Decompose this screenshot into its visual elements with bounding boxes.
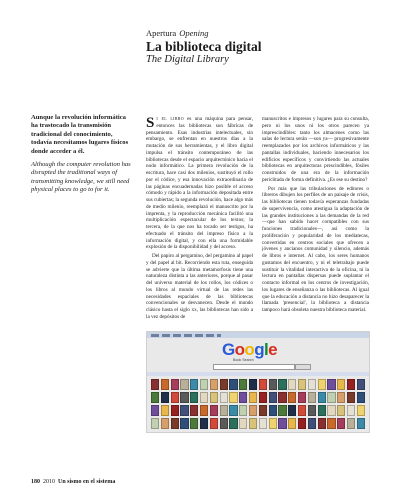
book-cover-thumbnail [220, 379, 228, 390]
book-cover-thumbnail [357, 379, 365, 390]
section-title: Un sismo en el sistema [58, 479, 116, 485]
book-cover-thumbnail [220, 405, 228, 416]
book-cover-thumbnail [249, 418, 257, 429]
body-column-1 [146, 116, 253, 323]
book-cover-thumbnail [161, 405, 169, 416]
book-cover-thumbnail [259, 405, 267, 416]
book-cover-thumbnail [327, 379, 335, 390]
book-search-tagline: Book Search [233, 358, 254, 362]
book-cover-thumbnail [327, 405, 335, 416]
kicker-en: Opening [179, 28, 209, 38]
book-cover-thumbnail [190, 379, 198, 390]
book-cover-thumbnail [337, 405, 345, 416]
book-cover-thumbnail [327, 392, 335, 403]
book-cover-thumbnail [269, 379, 277, 390]
kicker-es: Apertura [146, 28, 177, 38]
book-cover-thumbnail [288, 418, 296, 429]
book-cover-thumbnail [259, 418, 267, 429]
book-cover-thumbnail [190, 418, 198, 429]
book-cover-thumbnail [190, 392, 198, 403]
book-cover-thumbnail [278, 405, 286, 416]
book-cover-thumbnail [161, 379, 169, 390]
page-number: 180 [31, 479, 40, 485]
body-paragraph: manuscritos e impresos y lugares para su consulta, pero ni los unos ni los otros parecen ya imprescindibles: tanto los almacenes como las salas de lectura serán —son ya— progresivamente reemplazados por los archivos informáticos y las pantallas individuales, haciendo innecesarios los edificios específicos y convirtiendo las actuales bibliotecas en arquitecturas prescindibles, fósiles construidos de una era de la información periclitada de forma definitiva. ¿Es ese su destino? [262, 116, 369, 183]
book-cover-thumbnail [347, 392, 355, 403]
article-subtitle: The Digital Library [146, 54, 229, 65]
page-footer [31, 478, 115, 486]
book-cover-thumbnail [151, 418, 159, 429]
body-paragraph: Del papiro al pergamino, del pergamino al papel y del papel al bit. Recorriendo esta ruta, enseguida se advierte que la última metamorfosis tiene una naturaleza distinta a las anteriores, porque al pasar del universo material de los rollos, los códices o los libros al mundo virtual de las redes las necesidades espaciales de las bibliotecas convencionales se desvanecen. Desde el mundo clásico hasta el siglo xx, las bibliotecas han sido a la vez depósitos de [146, 253, 253, 320]
book-cover-thumbnail [229, 379, 237, 390]
book-cover-thumbnail [161, 392, 169, 403]
nav-links [151, 334, 221, 337]
book-cover-thumbnail [151, 379, 159, 390]
book-cover-thumbnail [210, 405, 218, 416]
book-cover-thumbnail [239, 418, 247, 429]
book-cover-thumbnail [239, 379, 247, 390]
book-cover-thumbnail [278, 379, 286, 390]
book-cover-thumbnail [337, 418, 345, 429]
book-cover-thumbnail [269, 405, 277, 416]
browser-top-bar [147, 332, 369, 338]
book-cover-thumbnail [171, 392, 179, 403]
book-cover-thumbnail [229, 418, 237, 429]
book-cover-thumbnail [259, 392, 267, 403]
opening-smallcaps: i el libro [156, 116, 184, 122]
book-cover-thumbnail [249, 392, 257, 403]
book-cover-thumbnail [239, 405, 247, 416]
lead-sidebar [31, 114, 131, 200]
book-cover-thumbnail [200, 392, 208, 403]
book-cover-thumbnail [298, 379, 306, 390]
book-cover-thumbnail [347, 379, 355, 390]
book-cover-thumbnail [210, 379, 218, 390]
book-cover-thumbnail [249, 379, 257, 390]
book-cover-thumbnail [308, 418, 316, 429]
book-search-button [295, 364, 311, 370]
book-cover-thumbnail [180, 418, 188, 429]
book-cover-thumbnail [318, 379, 326, 390]
book-cover-thumbnail [210, 392, 218, 403]
lead-spanish: Aunque la revolución informática ha trastocado la transmisión tradicional del conocimiento, todavía necesitamos lugares físicos donde acceder a él. [31, 114, 129, 155]
footer-year: 2010 [43, 479, 55, 485]
book-cover-thumbnail [180, 379, 188, 390]
google-logo: Google [222, 340, 277, 359]
body-paragraph: Por más que las tribulaciones de editores o libreros dibujen los perfiles de un paisaje de crisis, las bibliotecas tienen todavía esperanzas fundadas de supervivencia, como atestigua la adaptación de las grandes instituciones a las demandas de la red —que han sabido hacer compatibles con sus funciones tradicionales—, así como la proliferación y popularidad de los mediatecas, convertidas en centros sociales que ofrecen a jóvenes y ancianos comunidad y silencio, además de libros e internet. Al cabo, los seres humanos gustamos del encuentro, y ni el teletrabajo puede sustituir la vitalidad interactiva de la oficina, ni la lectura en pantallas dispersas puede suplantar el contacto informal en los centros de investigación, los lugares de enseñanza o las bibliotecas. Al igual que la educación a distancia no hizo desaparecer la llamada 'presencial', la biblioteca a distancia tampoco hará obsoleta nuestra biblioteca material. [262, 185, 369, 313]
book-cover-thumbnail [278, 392, 286, 403]
book-cover-thumbnail [288, 392, 296, 403]
book-cover-thumbnail [151, 392, 159, 403]
article-title: La biblioteca digital [146, 39, 262, 54]
book-cover-thumbnail [308, 379, 316, 390]
book-cover-thumbnail [308, 405, 316, 416]
book-search-input [213, 364, 295, 370]
lead-english: Although the computer revolution has disrupted the traditional ways of transmitting knowledge, we still need physical places to go to for it. [31, 161, 131, 194]
body-column-2 [262, 116, 369, 316]
book-cover-thumbnail [229, 392, 237, 403]
book-cover-thumbnail [327, 418, 335, 429]
book-cover-thumbnail [239, 392, 247, 403]
book-cover-thumbnail [288, 405, 296, 416]
book-cover-thumbnail [288, 379, 296, 390]
book-cover-thumbnail [347, 418, 355, 429]
book-cover-thumbnail [229, 405, 237, 416]
book-cover-thumbnail [180, 392, 188, 403]
book-cover-thumbnail [308, 392, 316, 403]
book-cover-thumbnail [318, 405, 326, 416]
book-cover-thumbnail [200, 379, 208, 390]
book-cover-thumbnail [161, 418, 169, 429]
book-cover-thumbnail [249, 405, 257, 416]
book-cover-thumbnail [210, 418, 218, 429]
book-cover-thumbnail [171, 379, 179, 390]
book-cover-thumbnail [180, 405, 188, 416]
body-paragraph [146, 116, 253, 251]
book-cover-thumbnail [298, 418, 306, 429]
article-header [146, 28, 386, 66]
section-kicker [146, 28, 386, 39]
book-cover-thumbnail [298, 405, 306, 416]
book-cover-grid [151, 379, 365, 429]
book-cover-thumbnail [151, 405, 159, 416]
book-cover-thumbnail [269, 392, 277, 403]
book-cover-thumbnail [200, 405, 208, 416]
book-cover-thumbnail [298, 392, 306, 403]
paragraph-text: es una máquina para pensar, entonces las bibliotecas son fábricas de pensamiento. Esas industrias intelectuales, sin embargo, se enfrentan en nuestros días a la mutación de sus herramientas, y el libro digital impulsa el tránsito contemporáneo de las bibliotecas desde el espacio arquitectónico hacia el nodo informático. La primera revolución de la escritura, hace casi dos milenios, sustituyó el rollo por el códice, y esa innovación extraordinaria de las páginas encuadernadas hizo posible el acceso cómodo y rápido a la información depositada entre sus cubiertas; la segunda revolución, hace algo más de medio milenio, reemplazó el manuscrito por la imprenta, y la reproducción mecánica facilitó una multiplicación espectacular de los textos; la tercera, de la que nos ha tocado ser testigos, ha efectuado el tránsito del impreso físico a la información digital, y con ella una formidable explosión de la disponibilidad y del acceso. [146, 116, 253, 251]
book-cover-thumbnail [337, 392, 345, 403]
book-cover-thumbnail [347, 405, 355, 416]
book-cover-thumbnail [318, 392, 326, 403]
book-cover-thumbnail [171, 405, 179, 416]
book-cover-thumbnail [278, 418, 286, 429]
book-cover-thumbnail [259, 379, 267, 390]
book-cover-thumbnail [220, 392, 228, 403]
book-cover-thumbnail [318, 418, 326, 429]
book-cover-thumbnail [337, 379, 345, 390]
google-books-screenshot [146, 331, 370, 433]
book-cover-thumbnail [357, 405, 365, 416]
book-cover-thumbnail [357, 392, 365, 403]
book-cover-thumbnail [171, 418, 179, 429]
book-cover-thumbnail [269, 418, 277, 429]
results-bar [147, 372, 369, 376]
book-cover-thumbnail [220, 418, 228, 429]
drop-cap: S [146, 115, 155, 131]
book-cover-thumbnail [190, 405, 198, 416]
book-cover-thumbnail [200, 418, 208, 429]
book-cover-thumbnail [357, 418, 365, 429]
